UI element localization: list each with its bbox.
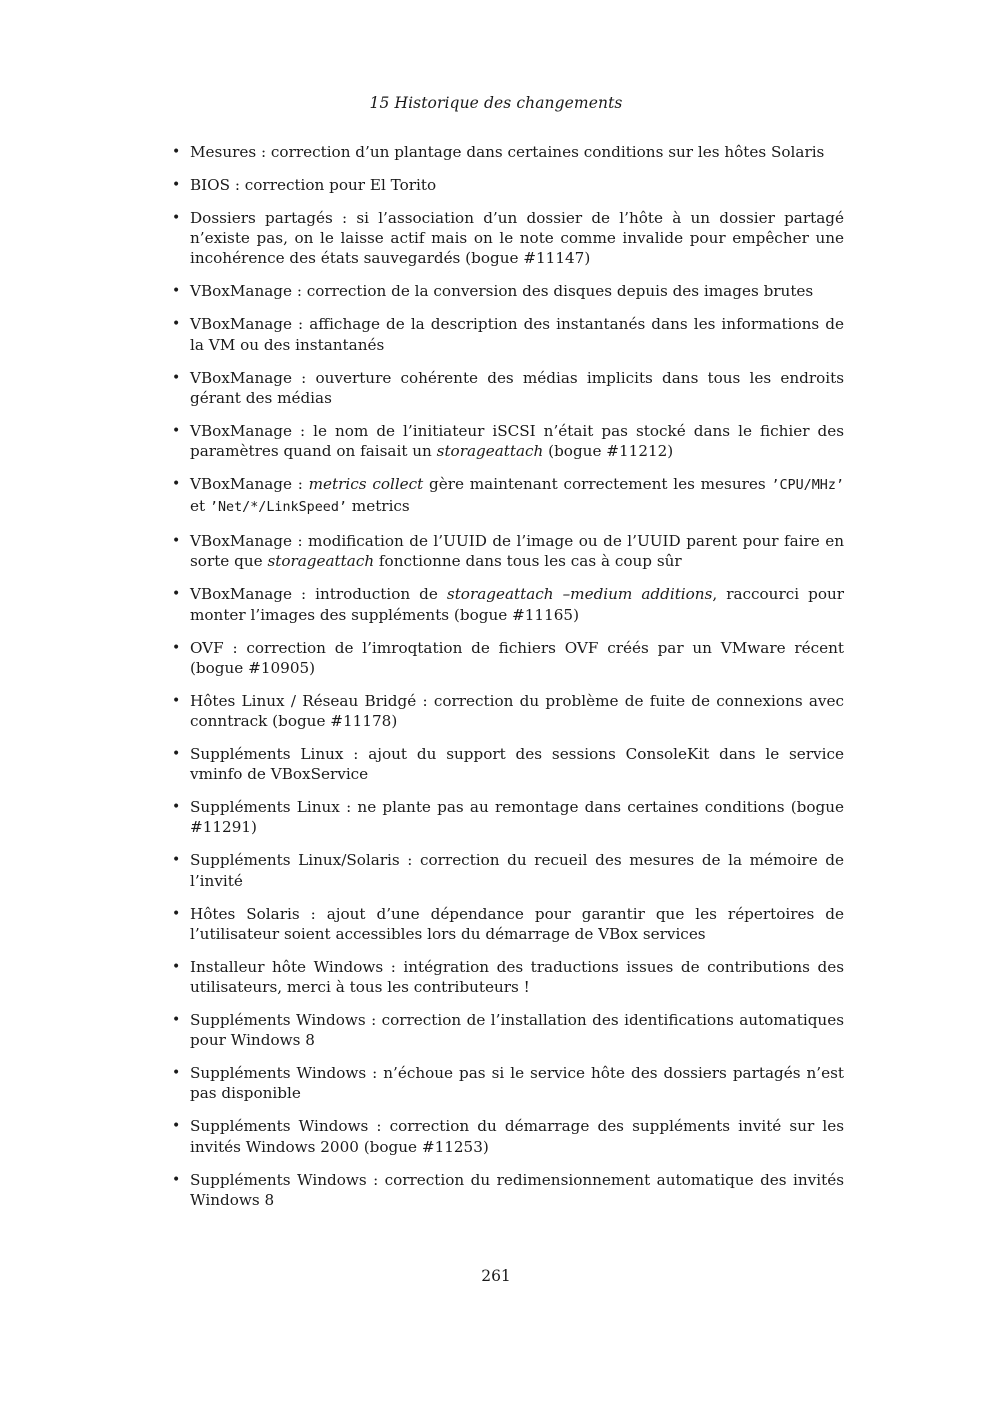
item-text: Suppléments Windows : n’échoue pas si le service hôte des dossiers partagés n’est pas disponible <box>190 1064 844 1103</box>
item-text: (bogue #11212) <box>543 442 674 461</box>
changelog-item <box>172 797 844 837</box>
page-number: 261 <box>481 1267 511 1285</box>
changelog-item <box>172 142 844 162</box>
item-text: Suppléments Linux : ne plante pas au remontage dans certaines conditions (bogue #11291) <box>190 798 844 837</box>
item-text: Installeur hôte Windows : intégration des traductions issues de contributions des utilisateurs, merci à tous les contributeurs ! <box>190 957 844 997</box>
item-text: BIOS : correction pour El Torito <box>190 176 437 194</box>
changelog-item <box>172 281 844 301</box>
bullet-icon: • <box>172 369 181 386</box>
bullet-icon: • <box>172 177 181 193</box>
changelog-item <box>172 175 844 195</box>
changelog-item <box>172 314 844 354</box>
item-text: Suppléments Linux/Solaris : correction du recueil des mesures de la mémoire de l’invité <box>190 851 844 890</box>
bullet-icon: • <box>172 958 181 975</box>
bullet-icon: • <box>172 144 181 160</box>
item-text: VBoxManage : le nom de l’initiateur iSCSI n’était pas stocké dans le fichier des paramètres quand on faisait un <box>190 421 844 461</box>
changelog-item <box>172 904 844 944</box>
bullet-icon: • <box>172 316 181 333</box>
item-text: VBoxManage : ouverture cohérente des médias implicits dans tous les endroits gérant des médias <box>190 368 844 407</box>
item-emphasis: storageattach <box>267 552 375 571</box>
item-text: et <box>190 497 210 516</box>
item-text: Dossiers partagés : si l’association d’un dossier de l’hôte à un dossier partagé n’existe pas, on le laisse actif mais on le note comme invalide pour empêcher une incohérence des états sauvegardés (bogue #11147) <box>190 209 844 268</box>
changelog-item <box>172 638 844 678</box>
bullet-icon: • <box>172 692 181 709</box>
bullet-icon: • <box>172 422 181 439</box>
bullet-icon: • <box>172 283 181 300</box>
changelog-item <box>172 368 844 408</box>
item-text: fonctionne dans tous les cas à coup sûr <box>374 552 682 571</box>
item-text: Suppléments Windows : correction de l’installation des identifications automatiques pour Windows 8 <box>190 1011 844 1050</box>
changelog-item <box>172 421 844 461</box>
item-text: Hôtes Solaris : ajout d’une dépendance pour garantir que les répertoires de l’utilisateur soient accessibles lors du démarrage de VBox services <box>190 904 844 943</box>
changelog-item <box>172 531 844 571</box>
changelog-item <box>172 584 844 624</box>
item-text: Suppléments Linux : ajout du support des sessions ConsoleKit dans le service vminfo de VBoxService <box>190 745 844 784</box>
changelog-item <box>172 691 844 731</box>
item-text: Mesures : correction d’un plantage dans certaines conditions sur les hôtes Solaris <box>190 143 825 161</box>
item-emphasis: storageattach <box>436 442 544 461</box>
changelog-item <box>172 957 844 997</box>
item-text: VBoxManage : introduction de <box>190 585 447 604</box>
bullet-icon: • <box>172 746 181 763</box>
changelog-item <box>172 1116 844 1156</box>
item-text: gère maintenant correctement les mesures <box>423 475 772 494</box>
bullet-icon: • <box>172 1065 181 1082</box>
bullet-icon: • <box>172 1118 181 1135</box>
bullet-icon: • <box>172 1171 181 1188</box>
changelog-item <box>172 1170 844 1210</box>
bullet-icon: • <box>172 905 181 922</box>
item-code: ’CPU/MHz’ <box>771 478 844 494</box>
item-text: Suppléments Windows : correction du redimensionnement automatique des invités Windows 8 <box>190 1170 844 1209</box>
item-text: VBoxManage : <box>190 475 309 494</box>
changelog-list <box>172 142 844 1223</box>
changelog-item <box>172 1063 844 1103</box>
changelog-item <box>172 474 844 518</box>
bullet-icon: • <box>172 586 181 603</box>
item-emphasis: metrics collect <box>308 475 424 494</box>
bullet-icon: • <box>172 533 181 550</box>
bullet-icon: • <box>172 799 181 816</box>
bullet-icon: • <box>172 210 181 226</box>
item-text: OVF : correction de l’imroqtation de fichiers OVF créés par un VMware récent (bogue #10905) <box>190 638 844 677</box>
item-text: metrics <box>346 497 410 516</box>
changelog-item <box>172 744 844 784</box>
item-text: VBoxManage : correction de la conversion des disques depuis des images brutes <box>190 282 814 301</box>
item-text: VBoxManage : affichage de la description des instantanés dans les informations de la VM ou des instantanés <box>190 315 844 354</box>
bullet-icon: • <box>172 476 181 493</box>
item-text: , raccourci pour monter l’images des suppléments (bogue #11165) <box>190 585 845 624</box>
running-header: 15 Historique des changements <box>369 94 623 112</box>
item-code: ’Net/*/LinkSpeed’ <box>209 500 347 516</box>
changelog-item <box>172 208 844 269</box>
bullet-icon: • <box>172 852 181 869</box>
item-text: VBoxManage : modification de l’UUID de l’image ou de l’UUID parent pour faire en sorte que <box>190 532 844 571</box>
bullet-icon: • <box>172 639 181 656</box>
item-text: Suppléments Windows : correction du démarrage des suppléments invité sur les invités Windows 2000 (bogue #11253) <box>190 1117 844 1156</box>
changelog-item <box>172 850 844 890</box>
item-text: Hôtes Linux / Réseau Bridgé : correction du problème de fuite de connexions avec conntrack (bogue #11178) <box>190 691 844 731</box>
changelog-item <box>172 1010 844 1050</box>
item-emphasis: storageattach –medium additions <box>446 585 713 604</box>
bullet-icon: • <box>172 1012 181 1029</box>
